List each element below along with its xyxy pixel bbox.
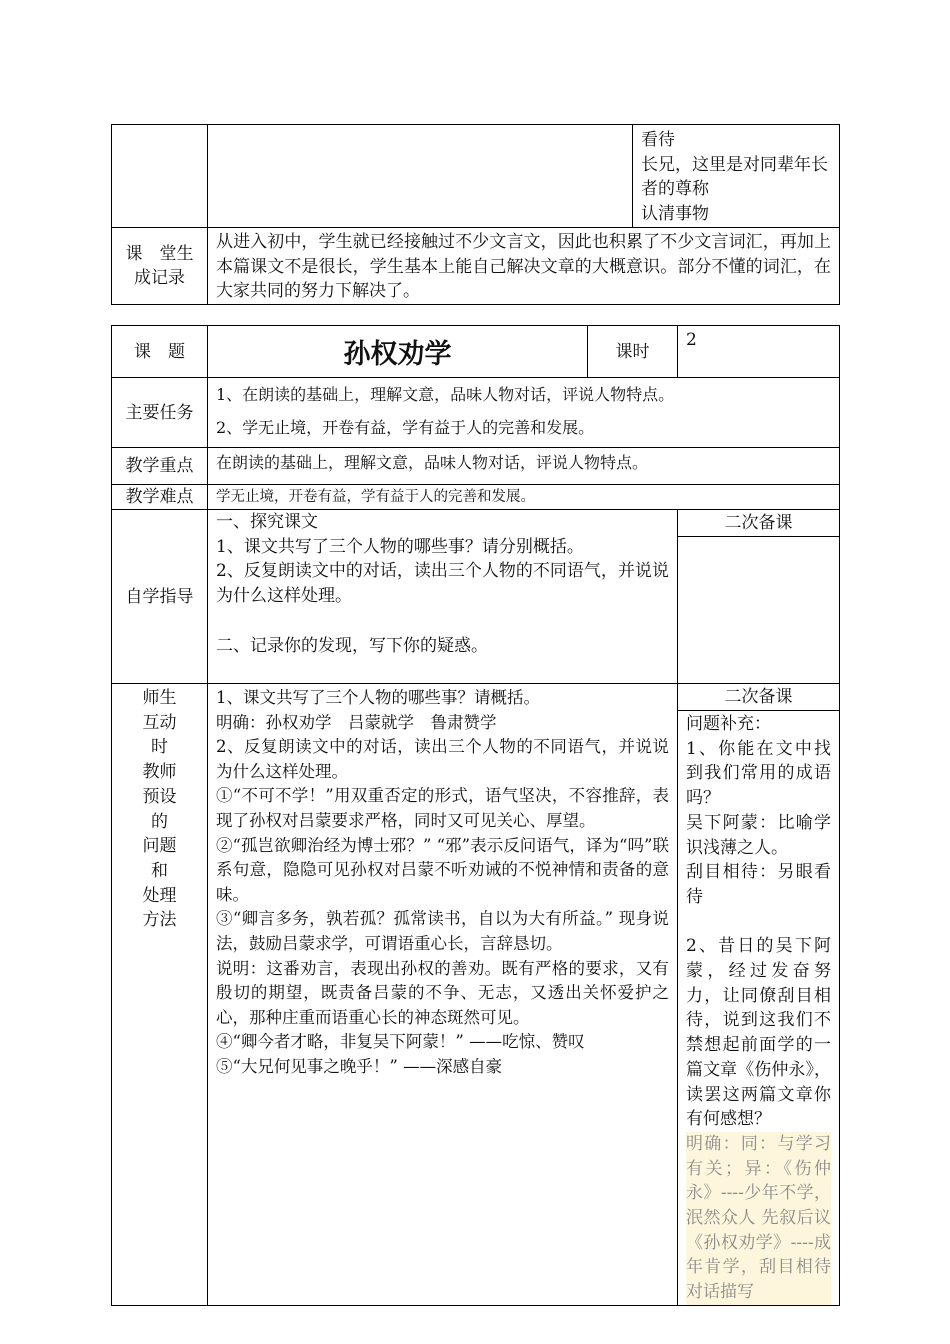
- second-prep-line: [686, 910, 831, 935]
- self-study-line: 1、课文共写了三个人物的哪些事？请分别概括。: [216, 536, 584, 557]
- interaction-label-line: 互动: [142, 712, 177, 733]
- interaction-line: ①“不可不学！”用双重否定的形式，语气坚决，不容推辞，表现了孙权对吕蒙要求严格，同时又可见关心、厚望。: [216, 786, 669, 830]
- lesson-table: [111, 325, 866, 1306]
- record-label: [112, 227, 208, 304]
- task-item: 1、在朗读的基础上，理解文意，品味人物对话，评说人物特点。: [216, 385, 675, 404]
- second-prep-header: 二次备课: [678, 510, 839, 537]
- period-label: 课时: [588, 326, 678, 378]
- interaction-label-line: 时: [151, 737, 168, 758]
- interaction-label: [112, 684, 208, 1306]
- empty-content-cell: [208, 125, 633, 228]
- record-text: 从进入初中，学生就已经接触过不少文言文，因此也积累了不少文言词汇，再加上本篇课文不是很长，学生基本上能自己解决文章的大概意识。部分不懂的词汇，在大家共同的努力下解决了。: [208, 227, 840, 304]
- focus-label: 教学重点: [112, 448, 208, 485]
- self-study-cell: [208, 510, 678, 684]
- interaction-label-line: 的: [151, 811, 168, 832]
- interaction-line: 明确：孙权劝学 吕蒙就学 鲁肃赞学: [216, 712, 497, 732]
- interaction-label-line: 方法: [142, 910, 177, 931]
- self-study-line: [216, 609, 669, 634]
- lesson-title: 孙权劝学: [208, 326, 588, 378]
- record-label-text: 课 堂生成记录: [125, 243, 194, 288]
- focus-text: 在朗读的基础上，理解文意，品味人物对话，评说人物特点。: [208, 448, 840, 485]
- interaction-line: ④“卿今者才略，非复吴下阿蒙！” ——吃惊、赞叹: [216, 1032, 585, 1052]
- topic-label: 课 题: [112, 326, 208, 378]
- interaction-label-line: 师生: [142, 688, 177, 708]
- interaction-label-line: 问题: [142, 836, 177, 857]
- second-prep-header: 二次备课: [678, 684, 839, 711]
- self-study-line: 2、反复朗读文中的对话，读出三个人物的不同语气，并说说为什么这样处理。: [216, 561, 669, 607]
- interaction-label-line: 处理: [142, 885, 177, 906]
- second-prep-notes: [678, 711, 866, 1305]
- interaction-line: ③“卿言多务，孰若孤？孤常读书，自以为大有所益。” 现身说法，鼓励吕蒙求学，可谓语重心长，言辞恳切。: [216, 909, 669, 953]
- interaction-line: 说明：这番劝言，表现出孙权的善劝。既有严格的要求，又有殷切的期望，既责备吕蒙的不争、无志，又透出关怀爱护之心，那种庄重而语重心长的神态斑然可见。: [216, 958, 669, 1027]
- interaction-label-line: 和: [151, 860, 168, 881]
- second-prep-cell: [678, 510, 840, 684]
- interaction-line: ②“孤岂欲卿治经为博士邪？” “邪”表示反问语气，译为“吗”联系句意，隐隐可见孙权对吕蒙不听劝诫的不悦神情和责备的意味。: [216, 835, 669, 904]
- self-study-label: 自学指导: [112, 510, 208, 684]
- second-prep-answer: 明确：同：与学习有关；异：《伤仲永》----少年不学，泯然众人 先叙后议 《孙权劝学》----成年肯学，刮目相待 对话描写: [686, 1132, 831, 1305]
- interaction-line: 1、课文共写了三个人物的哪些事？请概括。: [216, 688, 540, 707]
- second-prep-line: 刮目相待：另眼看待: [686, 862, 832, 907]
- note-line: 长兄，这里是对同辈年长者的尊称: [641, 154, 828, 200]
- difficulty-label: 教学难点: [112, 485, 208, 510]
- second-prep-line: 问题补充：: [686, 714, 771, 734]
- second-prep-line: 2、昔日的吴下阿蒙，经过发奋努力，让同僚刮目相待，说到这我们不禁想起前面学的一篇文章《伤仲永》，读罢这两篇文章你有何感想？: [686, 936, 832, 1130]
- interaction-label-line: 预设: [142, 786, 177, 807]
- top-table: [111, 124, 840, 305]
- interaction-cell: [208, 684, 678, 1306]
- note-line: 看待: [641, 130, 675, 150]
- self-study-line: 一、探究课文: [216, 512, 318, 532]
- notes-cell: [633, 125, 840, 228]
- second-prep-line: 1、你能在文中找到我们常用的成语吗？: [686, 738, 832, 809]
- second-prep-notes-cell: [678, 684, 866, 1306]
- period-value: 2: [678, 326, 840, 378]
- difficulty-text: 学无止境，开卷有益，学有益于人的完善和发展。: [208, 485, 840, 510]
- interaction-label-line: 教师: [142, 762, 177, 783]
- note-line: 认清事物: [641, 204, 709, 225]
- tasks-cell: [208, 378, 840, 448]
- second-prep-line: 吴下阿蒙：比喻学识浅薄之人。: [686, 812, 832, 858]
- interaction-line: 2、反复朗读文中的对话，读出三个人物的不同语气，并说说为什么这样处理。: [216, 737, 669, 781]
- tasks-label: 主要任务: [112, 378, 208, 448]
- interaction-line: ⑤“大兄何见事之晚乎！” ——深感自豪: [216, 1056, 503, 1076]
- empty-label-cell: [112, 125, 208, 228]
- task-item: 2、学无止境，开卷有益，学有益于人的完善和发展。: [216, 418, 595, 437]
- self-study-line: 二、记录你的发现，写下你的疑惑。: [216, 635, 488, 656]
